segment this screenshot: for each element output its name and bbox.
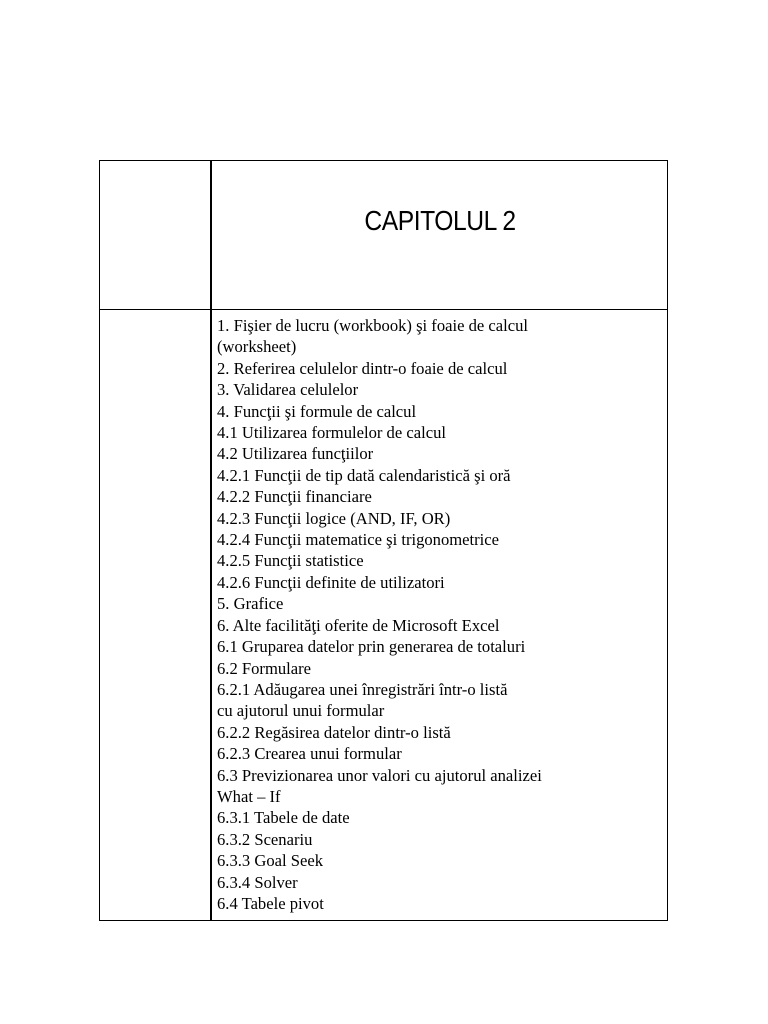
- toc-entry: 6.3 Previzionarea unor valori cu ajutorul analizei: [217, 765, 542, 785]
- toc-entry: 6.3.4 Solver: [217, 872, 298, 892]
- toc-entry: 4.2.2 Funcţii financiare: [217, 487, 372, 507]
- toc-entry: 6.3.1 Tabele de date: [217, 808, 350, 828]
- toc-entry: 5. Grafice: [217, 594, 284, 614]
- toc-entry: (worksheet): [217, 337, 297, 357]
- toc-entry: 6.4 Tabele pivot: [217, 893, 324, 913]
- toc-entry: 3. Validarea celulelor: [217, 380, 359, 400]
- toc-entry: What – If: [217, 786, 281, 806]
- toc-entry: 6.2.2 Regăsirea datelor dintr-o listă: [217, 722, 451, 742]
- table-of-contents: [217, 315, 542, 914]
- table-column-divider: [210, 160, 212, 921]
- toc-entry: 4. Funcţii şi formule de calcul: [217, 401, 417, 421]
- toc-entry: 4.2.3 Funcţii logice (AND, IF, OR): [217, 508, 451, 528]
- toc-entry: 4.2.6 Funcţii definite de utilizatori: [217, 572, 445, 592]
- toc-entry: 4.2 Utilizarea funcţiilor: [217, 444, 374, 464]
- toc-entry: 4.2.1 Funcţii de tip dată calendaristică şi oră: [217, 465, 511, 485]
- toc-entry: 4.2.5 Funcţii statistice: [217, 551, 364, 571]
- toc-entry: 2. Referirea celulelor dintr-o foaie de calcul: [217, 358, 508, 378]
- toc-entry: 6.3.2 Scenariu: [217, 829, 313, 849]
- toc-entry: 4.1 Utilizarea formulelor de calcul: [217, 423, 446, 443]
- toc-entry: 6.3.3 Goal Seek: [217, 851, 323, 871]
- chapter-title: CAPITOLUL 2: [364, 205, 516, 236]
- toc-entry: 4.2.4 Funcţii matematice şi trigonometrice: [217, 530, 500, 550]
- toc-entry: 1. Fişier de lucru (workbook) şi foaie de calcul: [217, 316, 529, 335]
- toc-entry: 6.1 Gruparea datelor prin generarea de totaluri: [217, 637, 526, 657]
- toc-entry: 6.2 Formulare: [217, 658, 312, 678]
- toc-entry: 6. Alte facilităţi oferite de Microsoft Excel: [217, 615, 500, 635]
- toc-entry: cu ajutorul unui formular: [217, 701, 385, 721]
- table-row-divider: [99, 309, 668, 310]
- toc-entry: 6.2.3 Crearea unui formular: [217, 744, 402, 764]
- toc-entry: 6.2.1 Adăugarea unei înregistrări într-o listă: [217, 679, 508, 699]
